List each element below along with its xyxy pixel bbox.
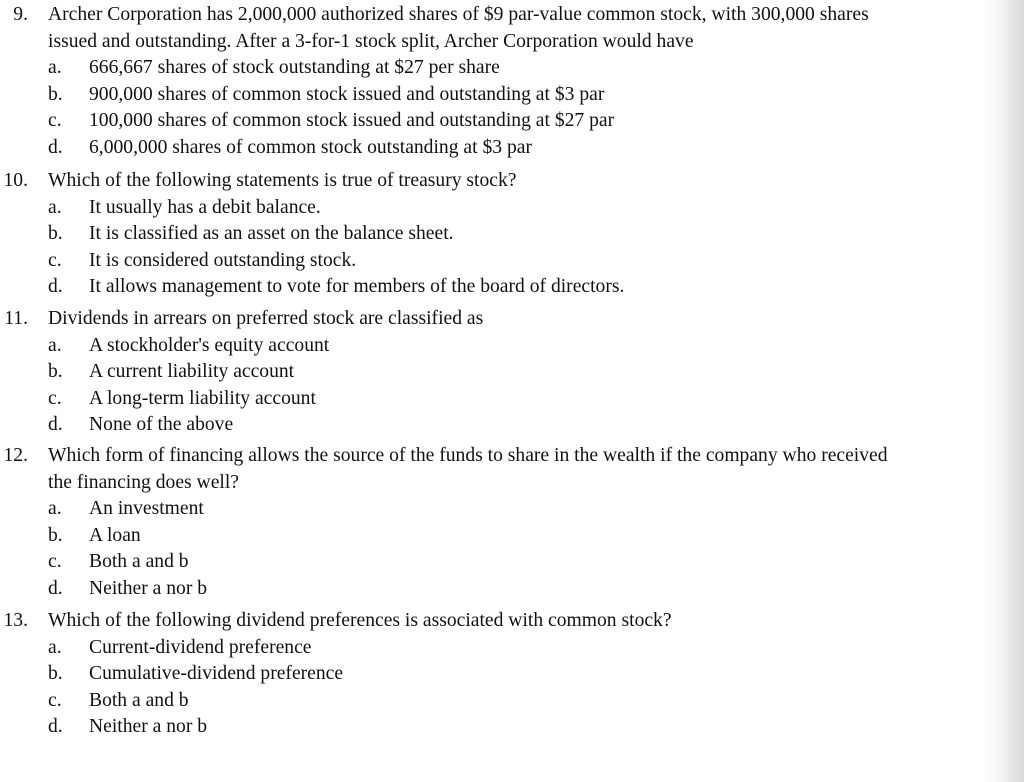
answer-option-b: [0, 82, 1010, 109]
option-letter: b.: [48, 663, 63, 685]
question-line: [0, 306, 1010, 333]
answer-option-c: [0, 688, 1010, 715]
option-letter: a.: [48, 57, 62, 78]
question-10: [0, 168, 1010, 301]
option-text: Current-dividend preference: [89, 636, 312, 658]
option-letter: d.: [48, 577, 63, 599]
option-letter: a.: [48, 334, 62, 356]
option-text: Both a and b: [89, 551, 189, 573]
option-text: A loan: [89, 524, 141, 546]
option-letter: a.: [48, 498, 62, 519]
question-text: Which form of financing allows the source of the funds to share in the wealth if the company who received: [48, 445, 888, 466]
page-edge-shadow: [1002, 0, 1024, 782]
option-letter: c.: [48, 110, 62, 132]
option-text: Both a and b: [89, 689, 189, 711]
answer-option-a: [0, 195, 1010, 222]
option-text: 666,667 shares of stock outstanding at $27 per share: [89, 57, 500, 78]
option-text: A current liability account: [89, 361, 295, 383]
question-number: 10.: [3, 170, 28, 191]
question-line: [0, 470, 1010, 497]
question-13: [0, 608, 1010, 741]
option-letter: c.: [48, 249, 62, 271]
answer-option-d: [0, 412, 1010, 439]
question-12: [0, 443, 1010, 602]
question-text: Archer Corporation has 2,000,000 authorized shares of $9 par-value common stock, with 300,000 shares: [48, 4, 869, 25]
option-text: It is considered outstanding stock.: [89, 249, 357, 271]
answer-option-d: [0, 714, 1010, 741]
option-text: 900,000 shares of common stock issued and outstanding at $3 par: [89, 83, 605, 105]
option-letter: b.: [48, 83, 63, 105]
option-letter: b.: [48, 361, 63, 383]
option-letter: c.: [48, 551, 62, 573]
question-text: Dividends in arrears on preferred stock are classified as: [48, 308, 484, 329]
option-text: A stockholder's equity account: [89, 334, 330, 356]
option-text: It usually has a debit balance.: [89, 196, 321, 218]
answer-option-c: [0, 549, 1010, 576]
answer-option-a: [0, 333, 1010, 360]
question-line: [0, 608, 1010, 635]
answer-option-b: [0, 661, 1010, 688]
question-line: [0, 443, 1010, 470]
question-line: [0, 168, 1010, 195]
option-letter: c.: [48, 387, 62, 409]
question-number: 9.: [13, 4, 28, 25]
question-number: 12.: [3, 445, 28, 466]
question-text: Which of the following statements is true of treasury stock?: [48, 170, 517, 191]
answer-option-b: [0, 523, 1010, 550]
option-text: It is classified as an asset on the balance sheet.: [89, 223, 454, 245]
option-letter: b.: [48, 223, 63, 245]
answer-option-d: [0, 135, 1010, 162]
option-text: 6,000,000 shares of common stock outstanding at $3 par: [89, 136, 532, 158]
option-text: Cumulative-dividend preference: [89, 663, 344, 685]
question-number: 11.: [4, 308, 28, 329]
answer-option-c: [0, 108, 1010, 135]
question-number: 13.: [3, 610, 28, 631]
option-letter: b.: [48, 524, 63, 546]
option-letter: c.: [48, 689, 62, 711]
option-letter: d.: [48, 276, 63, 298]
option-text: 100,000 shares of common stock issued and outstanding at $27 par: [89, 110, 615, 132]
question-text: the financing does well?: [48, 471, 239, 493]
answer-option-d: [0, 274, 1010, 301]
question-9: [0, 2, 1010, 161]
option-letter: d.: [48, 414, 63, 436]
answer-option-b: [0, 359, 1010, 386]
option-text: Neither a nor b: [89, 577, 208, 599]
option-text: It allows management to vote for members of the board of directors.: [89, 276, 625, 298]
question-11: [0, 306, 1010, 439]
option-text: None of the above: [89, 414, 234, 436]
answer-option-b: [0, 221, 1010, 248]
answer-option-a: [0, 496, 1010, 523]
option-text: An investment: [89, 498, 204, 519]
answer-option-c: [0, 386, 1010, 413]
answer-option-a: [0, 55, 1010, 82]
question-text: Which of the following dividend preferences is associated with common stock?: [48, 610, 672, 631]
option-letter: a.: [48, 196, 62, 218]
option-letter: d.: [48, 716, 63, 738]
answer-option-d: [0, 576, 1010, 603]
option-text: A long-term liability account: [89, 387, 316, 409]
option-letter: a.: [48, 636, 62, 658]
answer-option-c: [0, 248, 1010, 275]
question-line: [0, 2, 1010, 29]
option-letter: d.: [48, 136, 63, 158]
question-text: issued and outstanding. After a 3-for-1 stock split, Archer Corporation would have: [48, 30, 694, 52]
answer-option-a: [0, 635, 1010, 662]
question-line: [0, 29, 1010, 56]
option-text: Neither a nor b: [89, 716, 208, 738]
